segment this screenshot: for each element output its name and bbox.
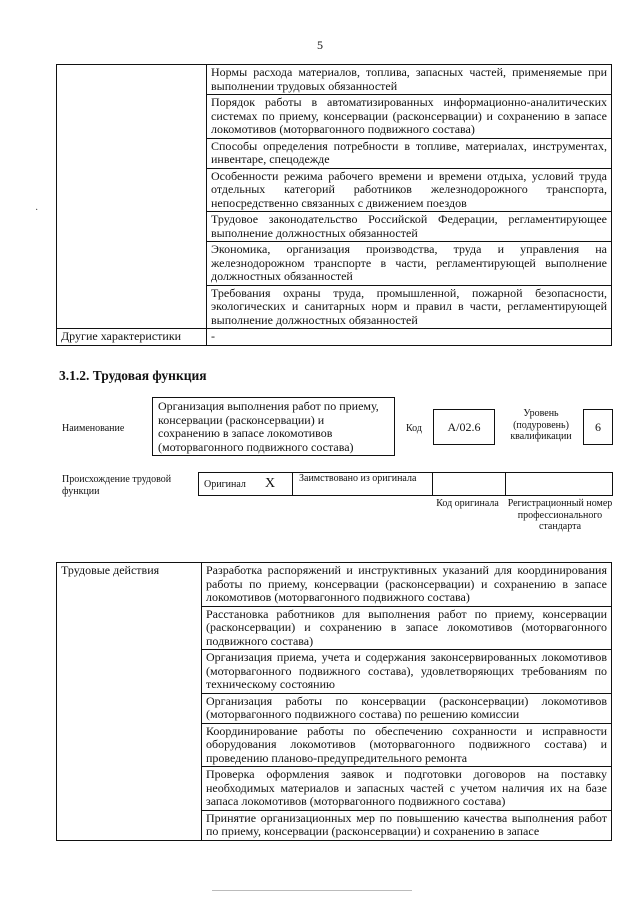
- knowledge-label-cell: [57, 65, 207, 329]
- margin-mark: ·: [35, 205, 39, 216]
- regnum-caption: Регистрационный номер профессионального стандарта: [507, 498, 613, 532]
- knowledge-row: Требования охраны труда, промышленной, пожарной безопасности, экологических и санитарных норм и правил в части, регламентирующей выполнение должностных обязанностей: [207, 285, 612, 329]
- other-characteristics-label: Другие характеристики: [57, 329, 207, 346]
- original-mark: X: [265, 476, 276, 491]
- function-code-box: А/02.6: [433, 409, 495, 445]
- other-characteristics-value: -: [207, 329, 612, 346]
- name-label: Наименование: [62, 423, 125, 434]
- labor-action-row: Разработка распоряжений и инструктивных указаний для координирования работы по приему, консервации (расконсервации) и сохранению в запасе локомотивов (моторвагонного подвижного состава): [202, 563, 612, 607]
- labor-action-row: Проверка оформления заявок и подготовки договоров на поставку необходимых материалов и запасных частей с учетом наличия их на базе запаса локомотивов (моторвагонного подвижного состава): [202, 767, 612, 811]
- divider: [505, 473, 506, 495]
- section-heading: 3.1.2. Трудовая функция: [59, 368, 207, 383]
- scan-edge: [212, 890, 412, 891]
- labor-action-row: Расстановка работников для выполнения работ по приему, консервации (расконсервации) и сохранению в запасе локомотивов (моторвагонного подвижного состава): [202, 606, 612, 650]
- knowledge-row: Особенности режима рабочего времени и времени отдыха, условий труда отдельных категорий работников железнодорожного транспорта, непосредственно связанных с движением поездов: [207, 168, 612, 212]
- labor-action-row: Принятие организационных мер по повышению качества выполнения работ по приему, консервации (расконсервации) и сохранению в запасе: [202, 810, 612, 840]
- original-cell: [199, 473, 293, 495]
- knowledge-table: [56, 64, 612, 346]
- code-original-caption: Код оригинала: [436, 498, 499, 509]
- qualification-level-label: Уровень (подуровень) квалификации: [510, 408, 572, 442]
- knowledge-row: Порядок работы в автоматизированных информационно-аналитических системах по приему, консервации (расконсервации) и сохранению в запасе локомотивов (моторвагонного подвижного состава): [207, 95, 612, 139]
- knowledge-row: Способы определения потребности в топливе, материалах, инструментах, инвентаре, спецодежде: [207, 138, 612, 168]
- page-number: 5: [317, 38, 323, 52]
- labor-action-row: Организация приема, учета и содержания законсервированных локомотивов (моторвагонного подвижного состава), удовлетворяющих требованиям по техническому состоянию: [202, 650, 612, 694]
- knowledge-row: Трудовое законодательство Российской Федерации, регламентирующее выполнение должностных обязанностей: [207, 212, 612, 242]
- origin-row: [198, 472, 613, 496]
- function-name-box: Организация выполнения работ по приему, консервации (расконсервации) и сохранению в запасе локомотивов (моторвагонного подвижного состава): [152, 397, 395, 456]
- labor-action-row: Координирование работы по обеспечению сохранности и исправности оборудования локомотивов (моторвагонного подвижного состава) и проведению планово-предупредительного ремонта: [202, 723, 612, 767]
- labor-actions-label: Трудовые действия: [57, 563, 202, 841]
- labor-actions-table: [56, 562, 612, 841]
- code-label: Код: [406, 423, 422, 434]
- labor-action-row: Организация работы по консервации (расконсервации) локомотивов (моторвагонного подвижного состава) по решению комиссии: [202, 693, 612, 723]
- knowledge-row: Экономика, организация производства, труда и управления на железнодорожном транспорте в части, регламентирующей выполнение должностных обязанностей: [207, 242, 612, 286]
- borrowed-label: Заимствовано из оригинала: [299, 473, 417, 484]
- original-label: Оригинал: [204, 479, 246, 490]
- qualification-level-box: 6: [583, 409, 613, 445]
- knowledge-row: Нормы расхода материалов, топлива, запасных частей, применяемые при выполнении трудовых обязанностей: [207, 65, 612, 95]
- origin-label: Происхождение трудовой функции: [62, 474, 172, 497]
- divider: [432, 473, 433, 495]
